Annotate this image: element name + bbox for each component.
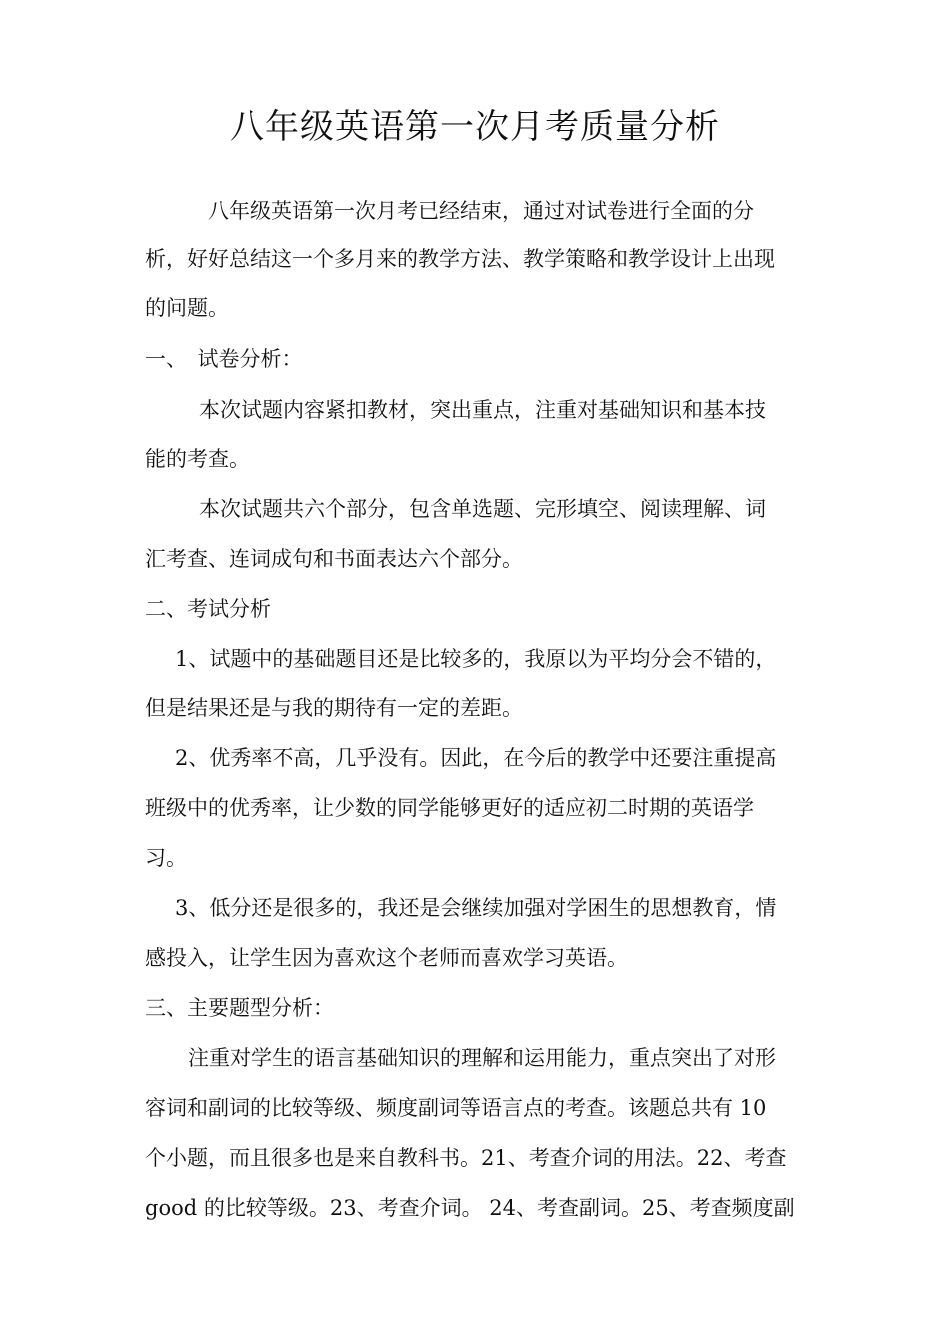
paragraph-line: 本次试题内容紧扣教材，突出重点，注重对基础知识和基本技 bbox=[199, 398, 766, 422]
list-item-line: 习。 bbox=[145, 846, 187, 870]
list-item-line: 3、低分还是很多的，我还是会继续加强对学困生的思想教育，情 bbox=[175, 896, 777, 920]
paragraph-line: 个小题，而且很多也是来自教科书。21、考查介词的用法。22、考查 bbox=[145, 1146, 787, 1170]
section-heading: 二、考试分析 bbox=[145, 597, 271, 621]
paragraph-line: 注重对学生的语言基础知识的理解和运用能力，重点突出了对形 bbox=[188, 1046, 776, 1070]
paragraph-line: 析，好好总结这一个多月来的教学方法、教学策略和教学设计上出现 bbox=[145, 247, 775, 271]
paragraph-line: good 的比较等级。23、考查介词。 24、考查副词。25、考查频度副 bbox=[145, 1196, 795, 1220]
paragraph-line: 八年级英语第一次月考已经结束，通过对试卷进行全面的分 bbox=[208, 199, 754, 223]
paragraph-line: 的问题。 bbox=[145, 296, 229, 320]
list-item-line: 感投入，让学生因为喜欢这个老师而喜欢学习英语。 bbox=[145, 946, 628, 970]
list-item-line: 但是结果还是与我的期待有一定的差距。 bbox=[145, 696, 523, 720]
paragraph-line: 汇考查、连词成句和书面表达六个部分。 bbox=[145, 547, 523, 571]
paragraph-line: 能的考查。 bbox=[145, 447, 250, 471]
list-item-line: 1、试题中的基础题目还是比较多的，我原以为平均分会不错的， bbox=[175, 647, 777, 671]
list-item-line: 2、优秀率不高，几乎没有。因此，在今后的教学中还要注重提高 bbox=[175, 746, 777, 770]
paragraph-line: 本次试题共六个部分，包含单选题、完形填空、阅读理解、词 bbox=[199, 497, 766, 521]
paragraph-line: 容词和副词的比较等级、频度副词等语言点的考查。该题总共有 10 bbox=[145, 1096, 767, 1120]
document-title: 八年级英语第一次月考质量分析 bbox=[230, 107, 720, 147]
list-item-line: 班级中的优秀率，让少数的同学能够更好的适应初二时期的英语学 bbox=[145, 796, 754, 820]
section-heading: 三、主要题型分析： bbox=[145, 996, 334, 1020]
section-heading: 一、 试卷分析： bbox=[145, 347, 303, 371]
